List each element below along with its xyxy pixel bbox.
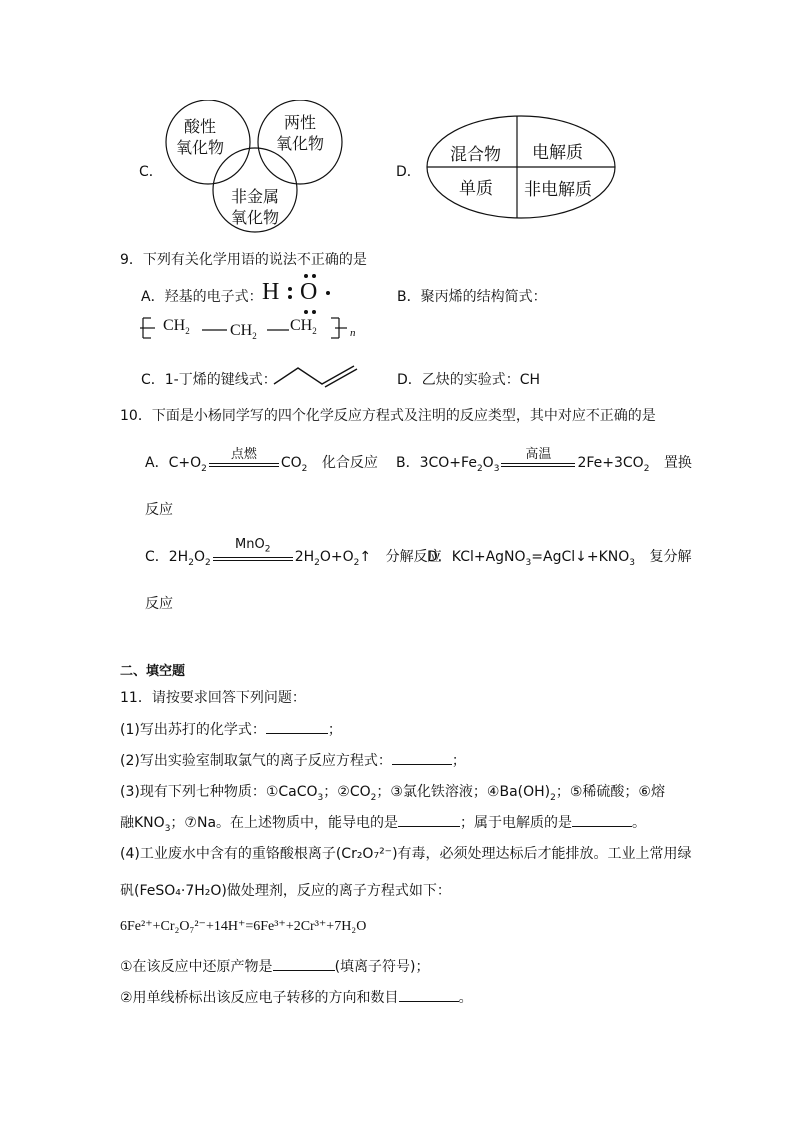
nonmetal-oxide-label: 非金属 氧化物 (230, 187, 279, 227)
q10-option-c: C．$2H_2O_2$ MnO$_2$ $2H_2O+O_2↑$ 分解反应 (145, 537, 442, 568)
q11-part4-sub2: ②用单线桥标出该反应电子转移的方向和数目 。 (120, 990, 473, 1006)
q11-part4-line2: 矾(FeSO₄·7H₂O)做处理剂，反应的离子方程式如下： (120, 883, 451, 899)
hydroxyl-h: H (262, 279, 280, 305)
polymer-n: n (350, 327, 356, 339)
classification-ellipse (425, 114, 617, 220)
q11-part3-line1: (3)现有下列七种物质：①CaCO$_3$；$②CO_2$；③氯化铁溶液；$④Ba(OH)_2$；⑤稀硫酸；⑥熔 (120, 784, 665, 803)
acid-oxide-label: 酸性 氧化物 (175, 117, 224, 157)
answer-blank[interactable] (572, 814, 632, 827)
answer-blank[interactable] (266, 721, 328, 734)
answer-blank[interactable] (392, 752, 452, 765)
q11-stem: 11．请按要求回答下列问题： (120, 690, 306, 706)
q10-b-wrap: 反应 (145, 502, 173, 518)
q11-part3-line2: 融$KNO_3$；⑦Na。在上述物质中，能导电的是 ；属于电解质的是 。 (120, 815, 647, 834)
mixture-label: 混合物 (450, 145, 501, 165)
section-title: 二、填空题 (120, 664, 186, 679)
q9-stem: 9．下列有关化学用语的说法不正确的是 (120, 252, 367, 268)
q10-option-d: D．$KCl+AgNO_3=AgCl↓+KNO_3$ 复分解 (427, 549, 692, 568)
answer-blank[interactable] (398, 814, 460, 827)
butene-skeletal-formula (270, 362, 362, 388)
nonelectrolyte-label: 非电解质 (524, 180, 592, 200)
ch2-group-2: $CH_2$ (230, 322, 257, 342)
ch2-group-3: $CH_2$ (290, 317, 317, 337)
option-c-letter: C． (139, 164, 163, 180)
option-d-letter: D． (396, 164, 421, 180)
q9-option-d: D．乙炔的实验式：CH (397, 372, 541, 388)
electrolyte-label: 电解质 (532, 143, 583, 163)
amphoteric-oxide-label: 两性 氧化物 (275, 113, 324, 153)
q9-option-c: C．1-丁烯的键线式： (141, 372, 277, 388)
answer-blank[interactable] (273, 958, 335, 971)
q11-part4-sub1: ①在该反应中还原产物是 (填离子符号)； (120, 959, 430, 975)
q9-option-a: A．羟基的电子式： (141, 289, 263, 305)
q10-stem: 10．下面是小杨同学写的四个化学反应方程式及注明的反应类型，其中对应不正确的是 (120, 408, 656, 424)
q10-option-a: A．$C+O_2$ 点燃 $CO_2$ 化合反应 (145, 447, 378, 474)
element-label: 单质 (459, 179, 493, 199)
q9-option-b: B．聚丙烯的结构简式： (397, 289, 547, 305)
q11-part2: (2)写出实验室制取氯气的离子反应方程式： ； (120, 753, 466, 769)
answer-blank[interactable] (399, 989, 459, 1002)
q11-part1: (1)写出苏打的化学式： ； (120, 722, 342, 738)
q10-option-b: B．$3CO+Fe_2O_3$ 高温 $2Fe+3CO_2$ 置换 (396, 447, 692, 474)
ionic-equation: 6Fe²⁺+Cr₂O₇²⁻+14H⁺=6Fe³⁺+2Cr³⁺+7H₂O (120, 919, 367, 934)
ch2-group-1: $CH_2$ (163, 317, 190, 337)
hydroxyl-o: O (300, 279, 318, 305)
q11-part4-line1: (4)工业废水中含有的重铬酸根离子(Cr₂O₇²⁻)有毒，必须处理达标后才能排放。工业上常用绿 (120, 846, 692, 862)
q10-d-wrap: 反应 (145, 596, 173, 612)
